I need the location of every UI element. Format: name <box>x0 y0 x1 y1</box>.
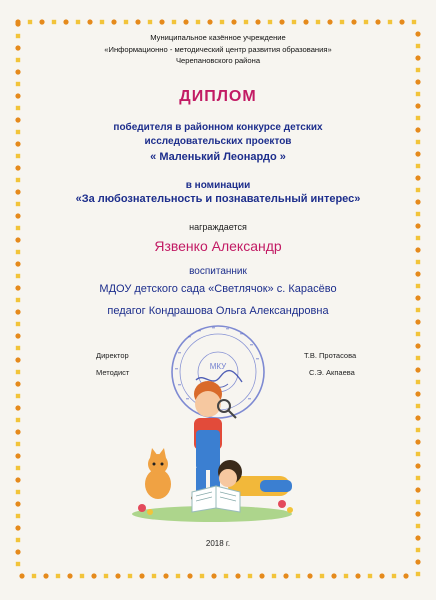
nomination-label: в номинации <box>185 180 251 191</box>
winner-line-2: исследовательских проектов <box>144 136 292 147</box>
diploma-title: ДИПЛОМ <box>179 88 257 105</box>
children-reading-illustration <box>132 380 300 530</box>
director-role: Директор <box>96 351 129 360</box>
organization-line-2: «Информационно - методический центр развития образования» <box>104 45 332 54</box>
recipient-name: Язвенко Александр <box>154 238 282 254</box>
teacher-name: педагог Кондрашова Ольга Александровна <box>107 305 329 317</box>
methodist-name: С.Э. Акпаева <box>309 368 355 377</box>
kindergarten-name: МДОУ детского сада «Светлячок» с. Карасёво <box>99 283 337 295</box>
methodist-role: Методист <box>96 368 130 377</box>
pupil-label: воспитанник <box>189 266 247 277</box>
nomination-name: «За любознательность и познавательный интерес» <box>75 193 361 205</box>
organization-line-3: Черепановского района <box>175 56 261 65</box>
organization-line-1: Муниципальное казённое учреждение <box>150 33 286 42</box>
director-name: Т.В. Протасова <box>304 351 357 360</box>
svg-text:МКУ: МКУ <box>209 362 227 371</box>
diploma-year: 2018 г. <box>205 539 231 548</box>
awarded-label: награждается <box>189 222 247 232</box>
winner-line-1: победителя в районном конкурсе детских <box>113 122 323 133</box>
contest-name: « Маленький Леонардо » <box>150 151 286 163</box>
